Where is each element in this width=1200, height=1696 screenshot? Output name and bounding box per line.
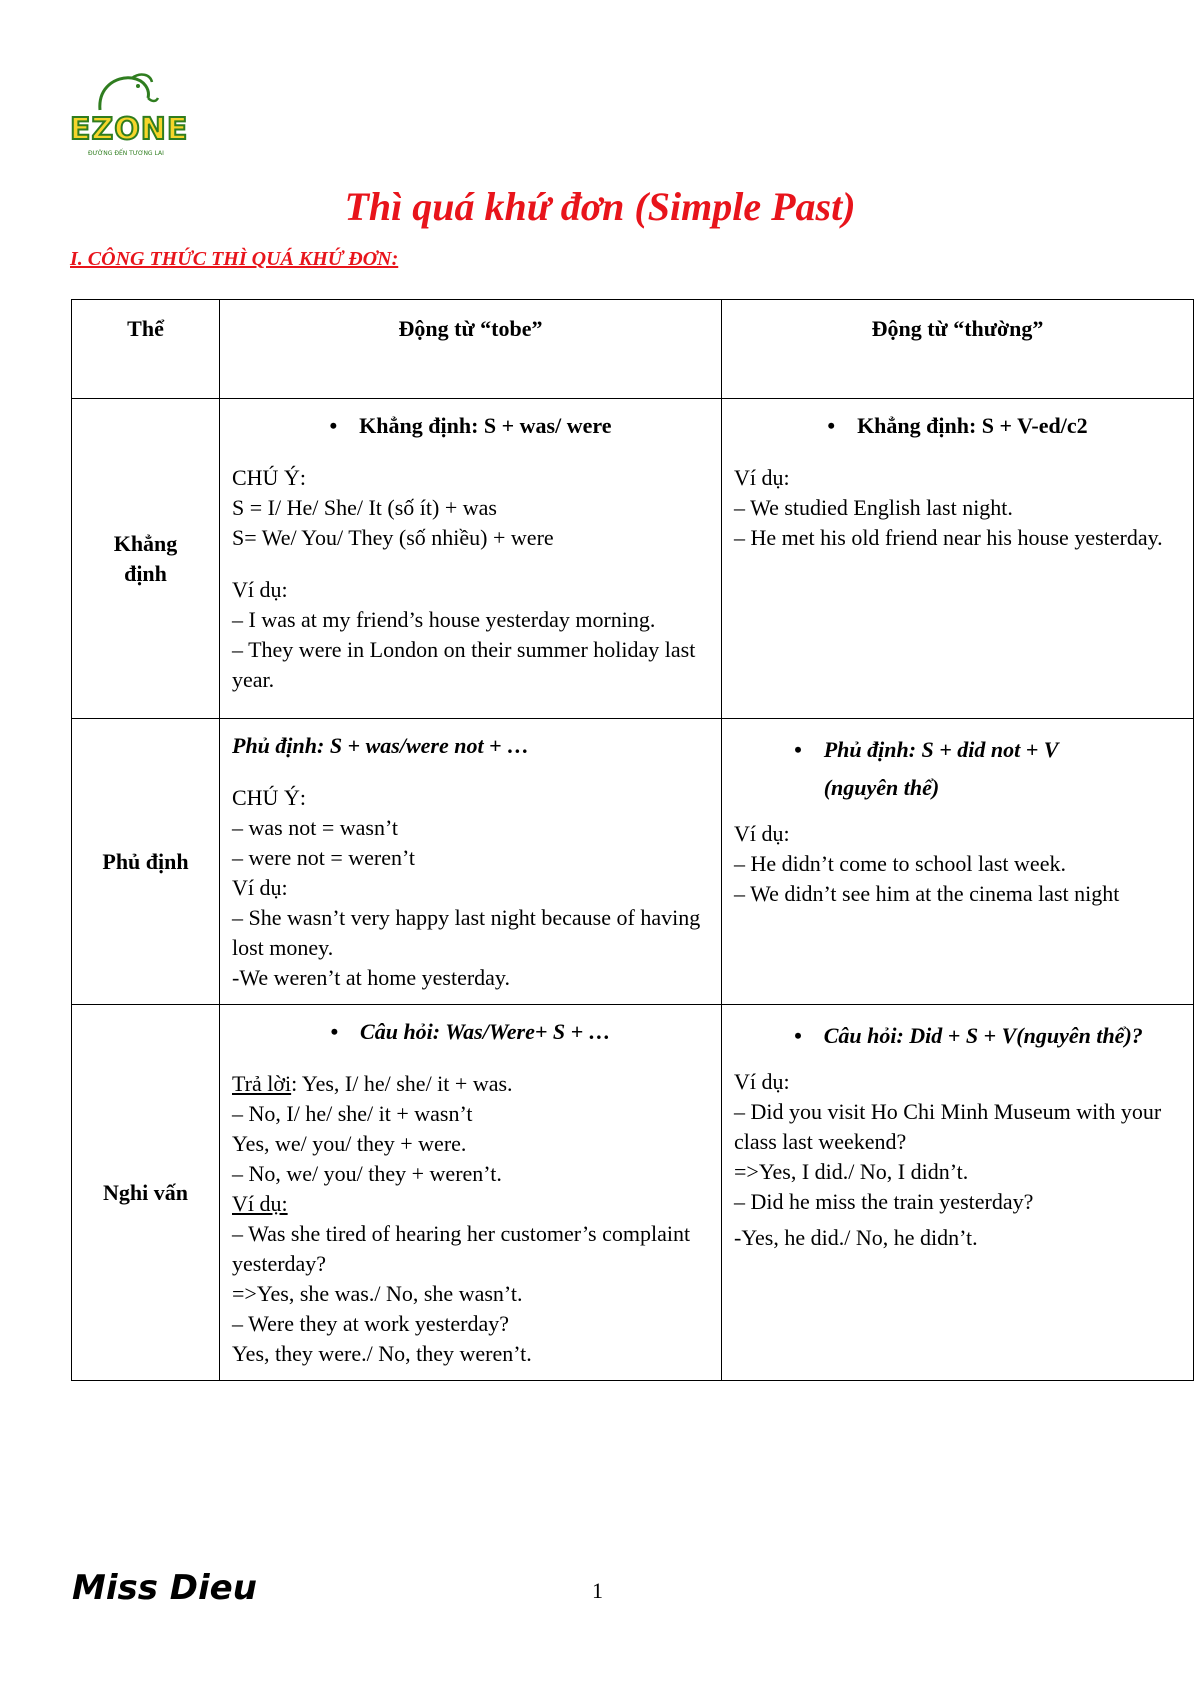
note-title: CHÚ Ý: [232,785,306,810]
example-line: – He didn’t come to school last week. [734,851,1066,876]
cell-question-regular [722,1005,1194,1381]
example-line: – They were in London on their summer holiday last year. [232,637,701,692]
bullet-icon: • [330,1019,339,1044]
example-label: Ví dụ: [232,875,288,900]
formula-bullet: • Khẳng định: S + V-ed/c2 [734,411,1181,441]
example-line: – We didn’t see him at the cinema last night [734,881,1120,906]
note-line: S = I/ He/ She/ It (số ít) + was [232,495,497,520]
example-line: – I was at my friend’s house yesterday morning. [232,607,656,632]
logo-tagline: ĐƯỜNG ĐẾN TƯƠNG LAI [88,150,164,157]
formula-bullet: • Phủ định: S + did not + V (nguyên thể) [734,731,1181,807]
header-cell-tobe: Động từ “tobe” [220,300,722,399]
bullet-icon: • [827,413,836,438]
elephant-icon [70,68,202,118]
formula-bullet: • Khẳng định: S + was/ were [232,411,709,441]
document-title: Thì quá khứ đơn (Simple Past) [344,184,856,229]
header-cell-the: Thể [72,300,220,399]
page-number: 1 [592,1578,603,1603]
logo-wordmark: EZONE [70,112,189,147]
example-line: – Was she tired of hearing her customer’s complaint yesterday? [232,1221,696,1276]
example-line: =>Yes, she was./ No, she wasn’t. [232,1281,523,1306]
example-label: Ví dụ: [232,1191,288,1216]
formula-text: Phủ định: S + was/were not + … [232,733,530,758]
example-label: Ví dụ: [734,1069,790,1094]
note-line: – was not = wasn’t [232,815,398,840]
example-line: – He met his old friend near his house yesterday. [734,525,1163,550]
table-row-negative [72,719,1194,1005]
bullet-icon: • [329,413,338,438]
header-cell-regular: Động từ “thường” [722,300,1194,399]
footer-author: Miss Dieu [72,1568,257,1608]
table-row-affirmative [72,399,1194,719]
bullet-icon: • [794,737,802,762]
example-line: -We weren’t at home yesterday. [232,965,510,990]
cell-affirmative-regular [722,399,1194,719]
table-row-question [72,1005,1194,1381]
example-line: -Yes, he did./ No, he didn’t. [734,1225,978,1250]
example-line: – Did he miss the train yesterday? [734,1189,1034,1214]
row-label-question: Nghi vấn [72,1005,220,1381]
example-line: – We studied English last night. [734,495,1013,520]
example-line: – She wasn’t very happy last night because of having lost money. [232,905,706,960]
note-line: – were not = weren’t [232,845,416,870]
ezone-logo [70,68,202,160]
example-line: =>Yes, I did./ No, I didn’t. [734,1159,969,1184]
cell-negative-regular [722,719,1194,1005]
cell-negative-tobe [220,719,722,1005]
answer-line: – No, I/ he/ she/ it + wasn’t [232,1101,473,1126]
example-line: – Did you visit Ho Chi Minh Museum with your class last weekend? [734,1099,1167,1154]
bullet-icon: • [794,1023,802,1048]
note-line: S= We/ You/ They (số nhiều) + were [232,525,554,550]
section-heading: I. CÔNG THỨC THÌ QUÁ KHỨ ĐƠN: [70,248,399,270]
row-label-affirmative: Khẳng định [72,399,220,719]
example-line: – Were they at work yesterday? [232,1311,509,1336]
table-header-row [72,300,1194,399]
example-label: Ví dụ: [734,465,790,490]
cell-affirmative-tobe [220,399,722,719]
example-line: Yes, they were./ No, they weren’t. [232,1341,532,1366]
answer-line: Trả lời: Yes, I/ he/ she/ it + was. [232,1071,513,1096]
cell-question-tobe [220,1005,722,1381]
note-title: CHÚ Ý: [232,465,306,490]
formula-bullet: • Câu hỏi: Did + S + V(nguyên thể)? [734,1017,1181,1055]
formula-bullet: • Câu hỏi: Was/Were+ S + … [232,1017,709,1047]
example-label: Ví dụ: [232,577,288,602]
answer-line: Yes, we/ you/ they + were. [232,1131,467,1156]
grammar-table [71,299,1194,1381]
answer-line: – No, we/ you/ they + weren’t. [232,1161,502,1186]
row-label-negative: Phủ định [72,719,220,1005]
example-label: Ví dụ: [734,821,790,846]
